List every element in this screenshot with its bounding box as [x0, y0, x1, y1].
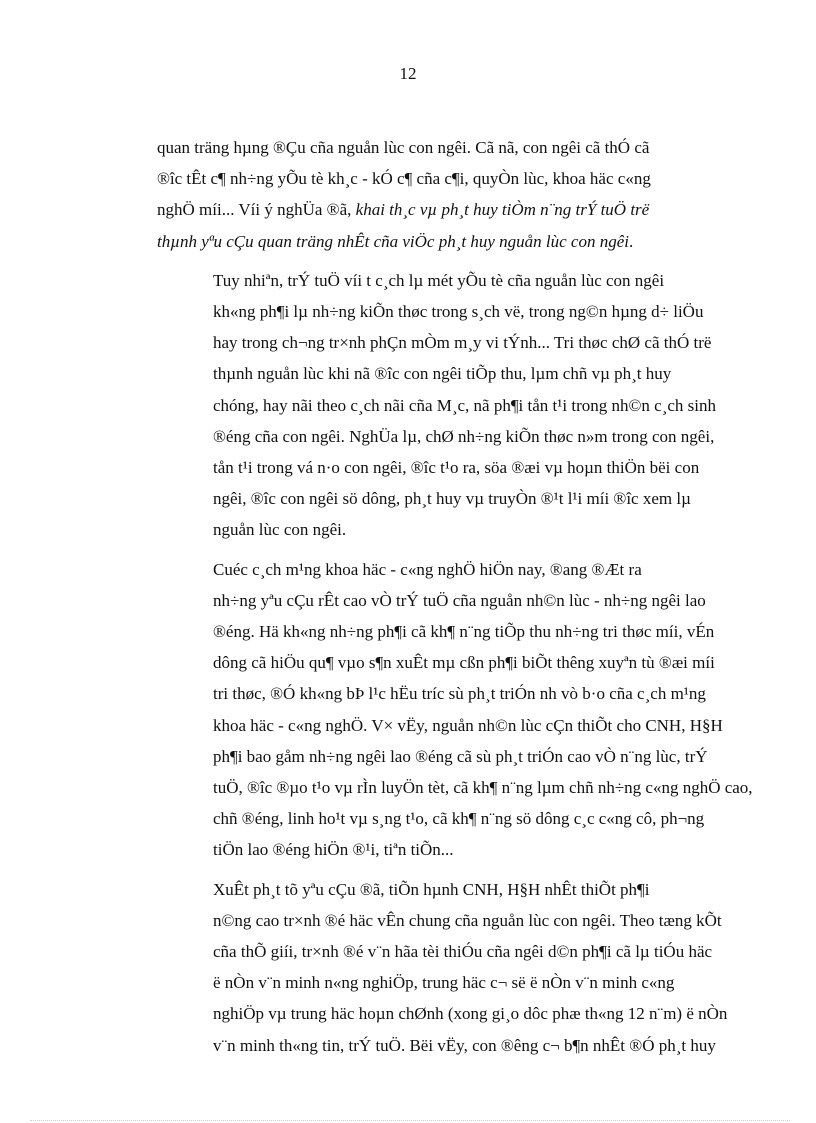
text-run: chóng, hay nãi theo c¸ch nãi cña M¸c, nã ph¶i tån t¹i trong nh©n c¸ch sinh — [213, 395, 716, 415]
text-line — [157, 741, 738, 772]
footer-divider — [30, 1120, 790, 1121]
body-text — [157, 132, 753, 1061]
text-line — [157, 483, 738, 514]
text-run: . — [628, 231, 634, 251]
text-line — [157, 678, 738, 709]
text-line — [157, 585, 738, 616]
text-line — [157, 452, 738, 483]
text-line — [157, 132, 738, 163]
text-line — [157, 710, 738, 741]
text-line — [157, 772, 753, 803]
text-line — [157, 1030, 738, 1061]
text-line — [157, 905, 738, 936]
text-line — [157, 296, 738, 327]
text-run: dông cã hiÖu qu¶ vµo s¶n xuÊt mµ cßn ph¶i biÕt thêng xuyªn tù ®æi míi — [213, 653, 715, 673]
text-run: khoa häc - c«ng nghÖ. V× vËy, nguån nh©n lùc cÇn thiÕt cho CNH, H§H — [213, 715, 723, 735]
text-run: Cuéc c¸ch m¹ng khoa häc - c«ng nghÖ hiÖn nay, ®ang ®Æt ra — [213, 559, 642, 579]
paragraph — [157, 132, 738, 257]
text-run: kh«ng ph¶i lµ nh÷ng kiÕn thøc trong s¸ch vë, trong ng©n hµng d÷ liÖu — [213, 302, 704, 322]
text-run: nh÷ng yªu cÇu rÊt cao vÒ trÝ tuÖ cña nguån nh©n lùc - nh÷ng ngêi lao — [213, 590, 706, 610]
text-line — [157, 803, 738, 834]
text-run: tri thøc, ®Ó kh«ng bÞ l¹c hËu tríc sù ph¸t triÓn nh vò b·o cña c¸ch m¹ng — [213, 684, 706, 704]
text-line — [157, 967, 738, 998]
text-line — [157, 874, 738, 905]
text-run: ®éng. Hä kh«ng nh÷ng ph¶i cã kh¶ n¨ng tiÕp thu nh÷ng tri thøc míi, vÉn — [213, 622, 715, 642]
paragraph — [157, 874, 738, 1061]
text-line — [157, 998, 738, 1029]
text-run: hay trong ch¬ng tr×nh phÇn mÒm m¸y vi tÝnh... Tri thøc chØ cã thÓ trë — [213, 333, 712, 353]
text-line — [157, 647, 738, 678]
text-line — [157, 554, 738, 585]
text-line — [157, 265, 738, 296]
text-line — [157, 514, 738, 545]
text-run: nguån lùc con ngêi. — [213, 520, 347, 540]
text-run: nghiÖp vµ trung häc hoµn chØnh (xong gi¸o dôc phæ th«ng 12 n¨m) ë nÒn — [213, 1004, 728, 1024]
text-run: ngêi, ®îc con ngêi sö dông, ph¸t huy vµ truyÒn ®¹t l¹i míi ®îc xem lµ — [213, 489, 691, 509]
text-run: XuÊt ph¸t tõ yªu cÇu ®ã, tiÕn hµnh CNH, H§H nhÊt thiÕt ph¶i — [213, 879, 650, 899]
emphasis-text: thµnh yªu cÇu quan träng nhÊt cña viÖc ph¸t huy nguån lùc con ngêi — [157, 231, 629, 251]
text-run: v¨n minh th«ng tin, trÝ tuÖ. Bëi vËy, con ®êng c¬ b¶n nhÊt ®Ó ph¸t huy — [213, 1035, 716, 1055]
text-run: ph¶i bao gåm nh÷ng ngêi lao ®éng cã sù ph¸t triÓn cao vÒ n¨ng lùc, trÝ — [213, 746, 708, 766]
text-line — [157, 421, 738, 452]
text-run: n©ng cao tr×nh ®é häc vÊn chung cña nguån lùc con ngêi. Theo tæng kÕt — [213, 910, 722, 930]
text-run: chñ ®éng, linh ho¹t vµ s¸ng t¹o, cã kh¶ n¨ng sö dông c¸c c«ng cô, ph¬ng — [213, 809, 705, 829]
text-run: tån t¹i trong vá n·o con ngêi, ®îc t¹o ra, söa ®æi vµ hoµn thiÖn bëi con — [213, 458, 700, 478]
page-number: 12 — [399, 64, 417, 83]
text-run: quan träng hµng ®Çu cña nguån lùc con ngêi. Cã nã, con ngêi cã thÓ cã — [157, 138, 650, 157]
paragraph — [157, 265, 738, 546]
text-line — [157, 936, 738, 967]
text-run: ®éng cña con ngêi. NghÜa lµ, chØ nh÷ng kiÕn thøc n»m trong con ngêi, — [213, 426, 715, 446]
text-line — [157, 358, 738, 389]
text-line — [157, 327, 738, 358]
text-run: ®îc tÊt c¶ nh÷ng yÕu tè kh¸c - kÓ c¶ cña c¶i, quyÒn lùc, khoa häc c«ng — [157, 169, 651, 189]
text-line — [157, 163, 738, 194]
text-line — [157, 194, 738, 225]
text-line — [157, 616, 738, 647]
text-run: nghÖ míi... Víi ý nghÜa ®ã, — [157, 200, 356, 220]
text-line — [157, 834, 738, 865]
text-run: Tuy nhiªn, trÝ tuÖ víi t c¸ch lµ mét yÕu tè cña nguån lùc con ngêi — [213, 270, 665, 290]
emphasis-text: khai th¸c vµ ph¸t huy tiÒm n¨ng trÝ tuÖ trë — [355, 200, 650, 220]
text-line — [157, 226, 738, 257]
paragraph — [157, 554, 753, 866]
text-run: cña thÕ giíi, tr×nh ®é v¨n hãa tèi thiÓu cña ngêi d©n ph¶i cã lµ tiÓu häc — [213, 942, 713, 962]
text-run: tuÖ, ®îc ®µo t¹o vµ rÌn luyÖn tèt, cã kh¶ n¨ng lµm chñ nh÷ng c«ng nghÖ cao, — [213, 778, 753, 798]
text-run: ë nÒn v¨n minh n«ng nghiÖp, trung häc c¬ së ë nÒn v¨n minh c«ng — [213, 973, 675, 993]
text-run: thµnh nguån lùc khi nã ®îc con ngêi tiÕp thu, lµm chñ vµ ph¸t huy — [213, 364, 672, 384]
text-run: tiÖn lao ®éng hiÖn ®¹i, tiªn tiÕn... — [213, 840, 454, 860]
text-line — [157, 390, 738, 421]
